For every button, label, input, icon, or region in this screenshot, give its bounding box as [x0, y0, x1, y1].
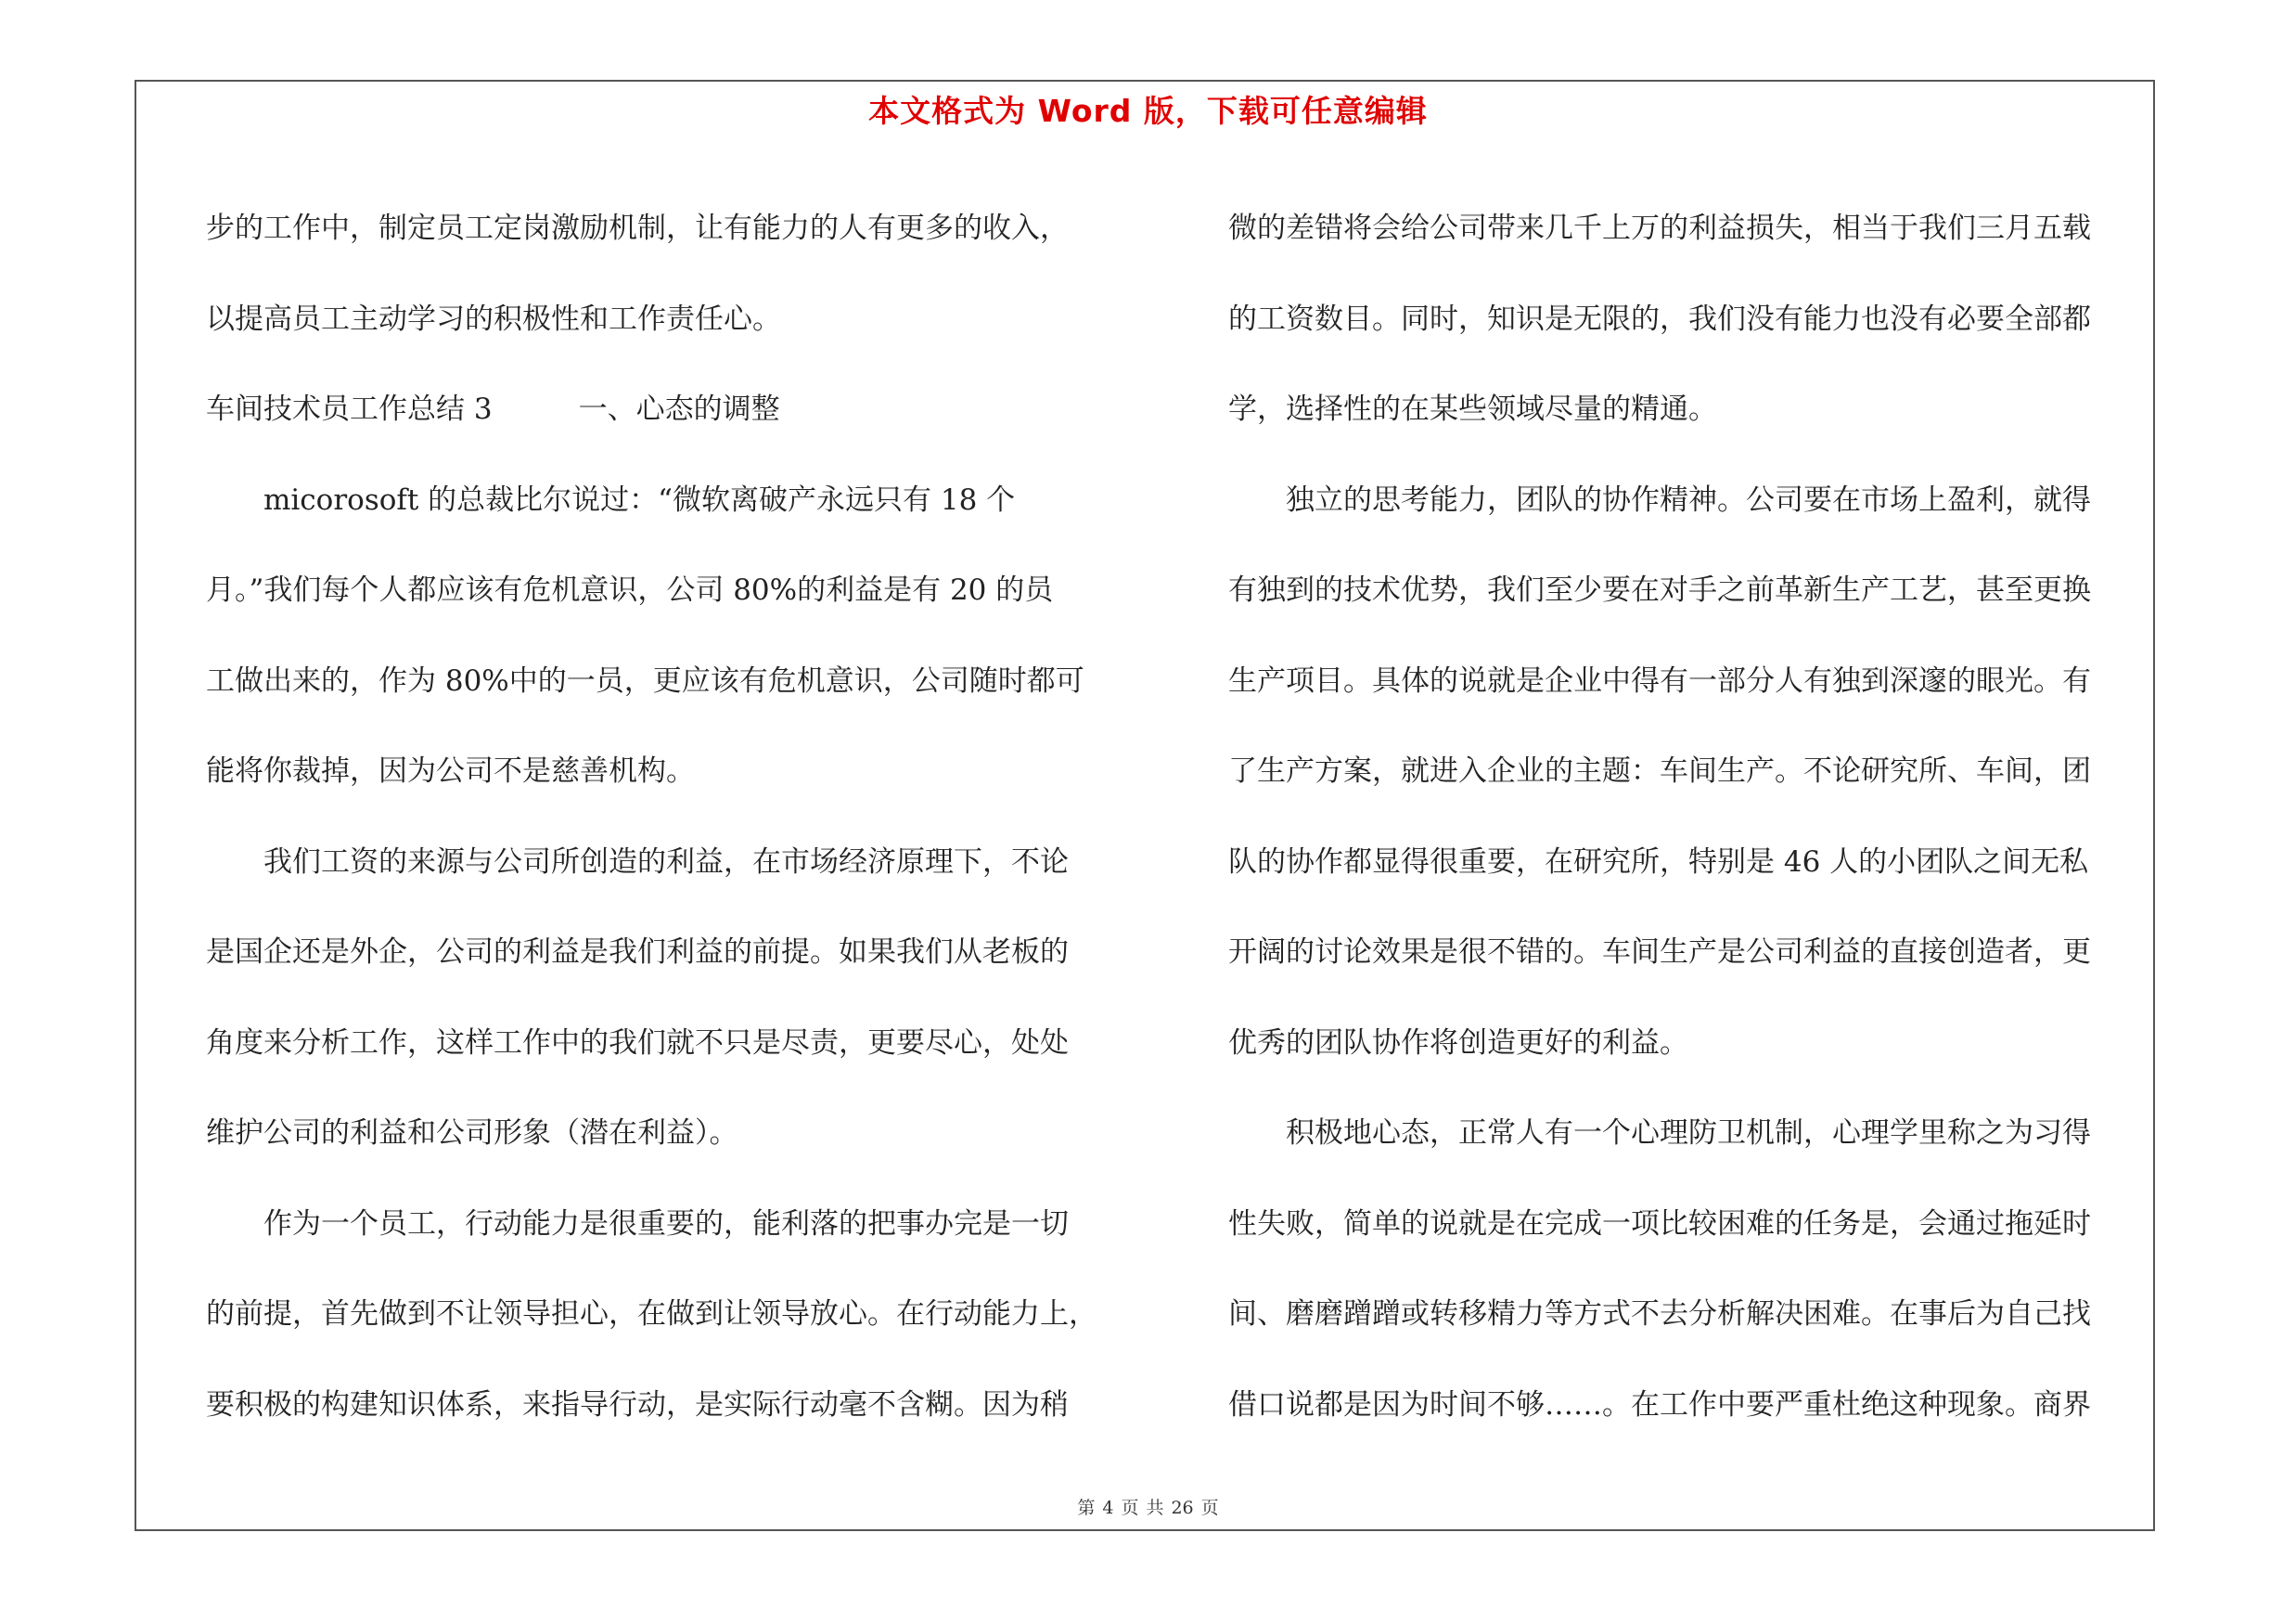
- text-line: 作为一个员工，行动能力是很重要的，能利落的把事办完是一切: [206, 1206, 1069, 1241]
- text-line: 的前提，首先做到不让领导担心，在做到让领导放心。在行动能力上，: [206, 1297, 1097, 1331]
- text-line: 月。”我们每个人都应该有危机意识，公司 80%的利益是有 20 的员: [206, 573, 1054, 607]
- text-line: 微的差错将会给公司带来几千上万的利益损失，相当于我们三月五载: [1228, 212, 2091, 245]
- text-line: 间、磨磨蹭蹭或转移精力等方式不去分析解决困难。在事后为自己找: [1228, 1297, 2091, 1331]
- footer-total-word: 共: [1146, 1498, 1164, 1518]
- total-page-count: 26: [1171, 1498, 1194, 1518]
- text-line: 我们工资的来源与公司所创造的利益，在市场经济原理下，不论: [206, 844, 1069, 879]
- page-footer: [0, 1494, 2296, 1519]
- section-heading: 车间技术员工作总结 3 一、心态的调整: [206, 393, 780, 426]
- text-line: micorosoft 的总裁比尔说过：“微软离破产永远只有 18 个: [206, 483, 1016, 517]
- text-line: 工做出来的，作为 80%中的一员，更应该有危机意识，公司随时都可: [206, 663, 1084, 698]
- text-line: 独立的思考能力，团队的协作精神。公司要在市场上盈利，就得: [1228, 483, 2091, 517]
- text-line: 是国企还是外企，公司的利益是我们利益的前提。如果我们从老板的: [206, 935, 1069, 969]
- footer-prefix: 第: [1077, 1498, 1096, 1518]
- text-line: 借口说都是因为时间不够……。在工作中要严重杜绝这种现象。商界: [1228, 1387, 2091, 1422]
- text-line: 有独到的技术优势，我们至少要在对手之前革新生产工艺，甚至更换: [1228, 573, 2091, 607]
- right-column: [1228, 184, 2156, 1450]
- text-line: 积极地心态，正常人有一个心理防卫机制，心理学里称之为习得: [1228, 1116, 2091, 1150]
- text-line: 学，选择性的在某些领域尽量的精通。: [1228, 393, 1717, 426]
- text-line: 开阔的讨论效果是很不错的。车间生产是公司利益的直接创造者，更: [1228, 935, 2091, 969]
- text-line: 步的工作中，制定员工定岗激励机制，让有能力的人有更多的收入，: [206, 212, 1069, 245]
- format-banner: 本文格式为 Word 版，下载可任意编辑: [868, 93, 1428, 129]
- text-line: 了生产方案，就进入企业的主题：车间生产。不论研究所、车间，团: [1228, 754, 2091, 788]
- text-line: 的工资数目。同时，知识是无限的，我们没有能力也没有必要全部都: [1228, 302, 2091, 336]
- text-line: 维护公司的利益和公司形象（潜在利益）。: [206, 1116, 738, 1150]
- text-line: 角度来分析工作，这样工作中的我们就不只是尽责，更要尽心，处处: [206, 1025, 1069, 1060]
- footer-suffix: 页: [1200, 1498, 1219, 1518]
- left-column: [206, 184, 1134, 1450]
- text-line: 性失败，简单的说就是在完成一项比较困难的任务是，会通过拖延时: [1228, 1206, 2091, 1241]
- text-line: 优秀的团队协作将创造更好的利益。: [1228, 1025, 1688, 1060]
- text-line: 要积极的构建知识体系，来指导行动，是实际行动毫不含糊。因为稍: [206, 1387, 1069, 1422]
- text-line: 生产项目。具体的说就是企业中得有一部分人有独到深邃的眼光。有: [1228, 663, 2091, 698]
- text-line: 以提高员工主动学习的积极性和工作责任心。: [206, 302, 781, 336]
- current-page-number: 4: [1102, 1498, 1114, 1518]
- footer-page-word: 页: [1121, 1498, 1139, 1518]
- text-line: 能将你裁掉，因为公司不是慈善机构。: [206, 754, 695, 788]
- text-line: 队的协作都显得很重要，在研究所，特别是 46 人的小团队之间无私: [1228, 844, 2089, 879]
